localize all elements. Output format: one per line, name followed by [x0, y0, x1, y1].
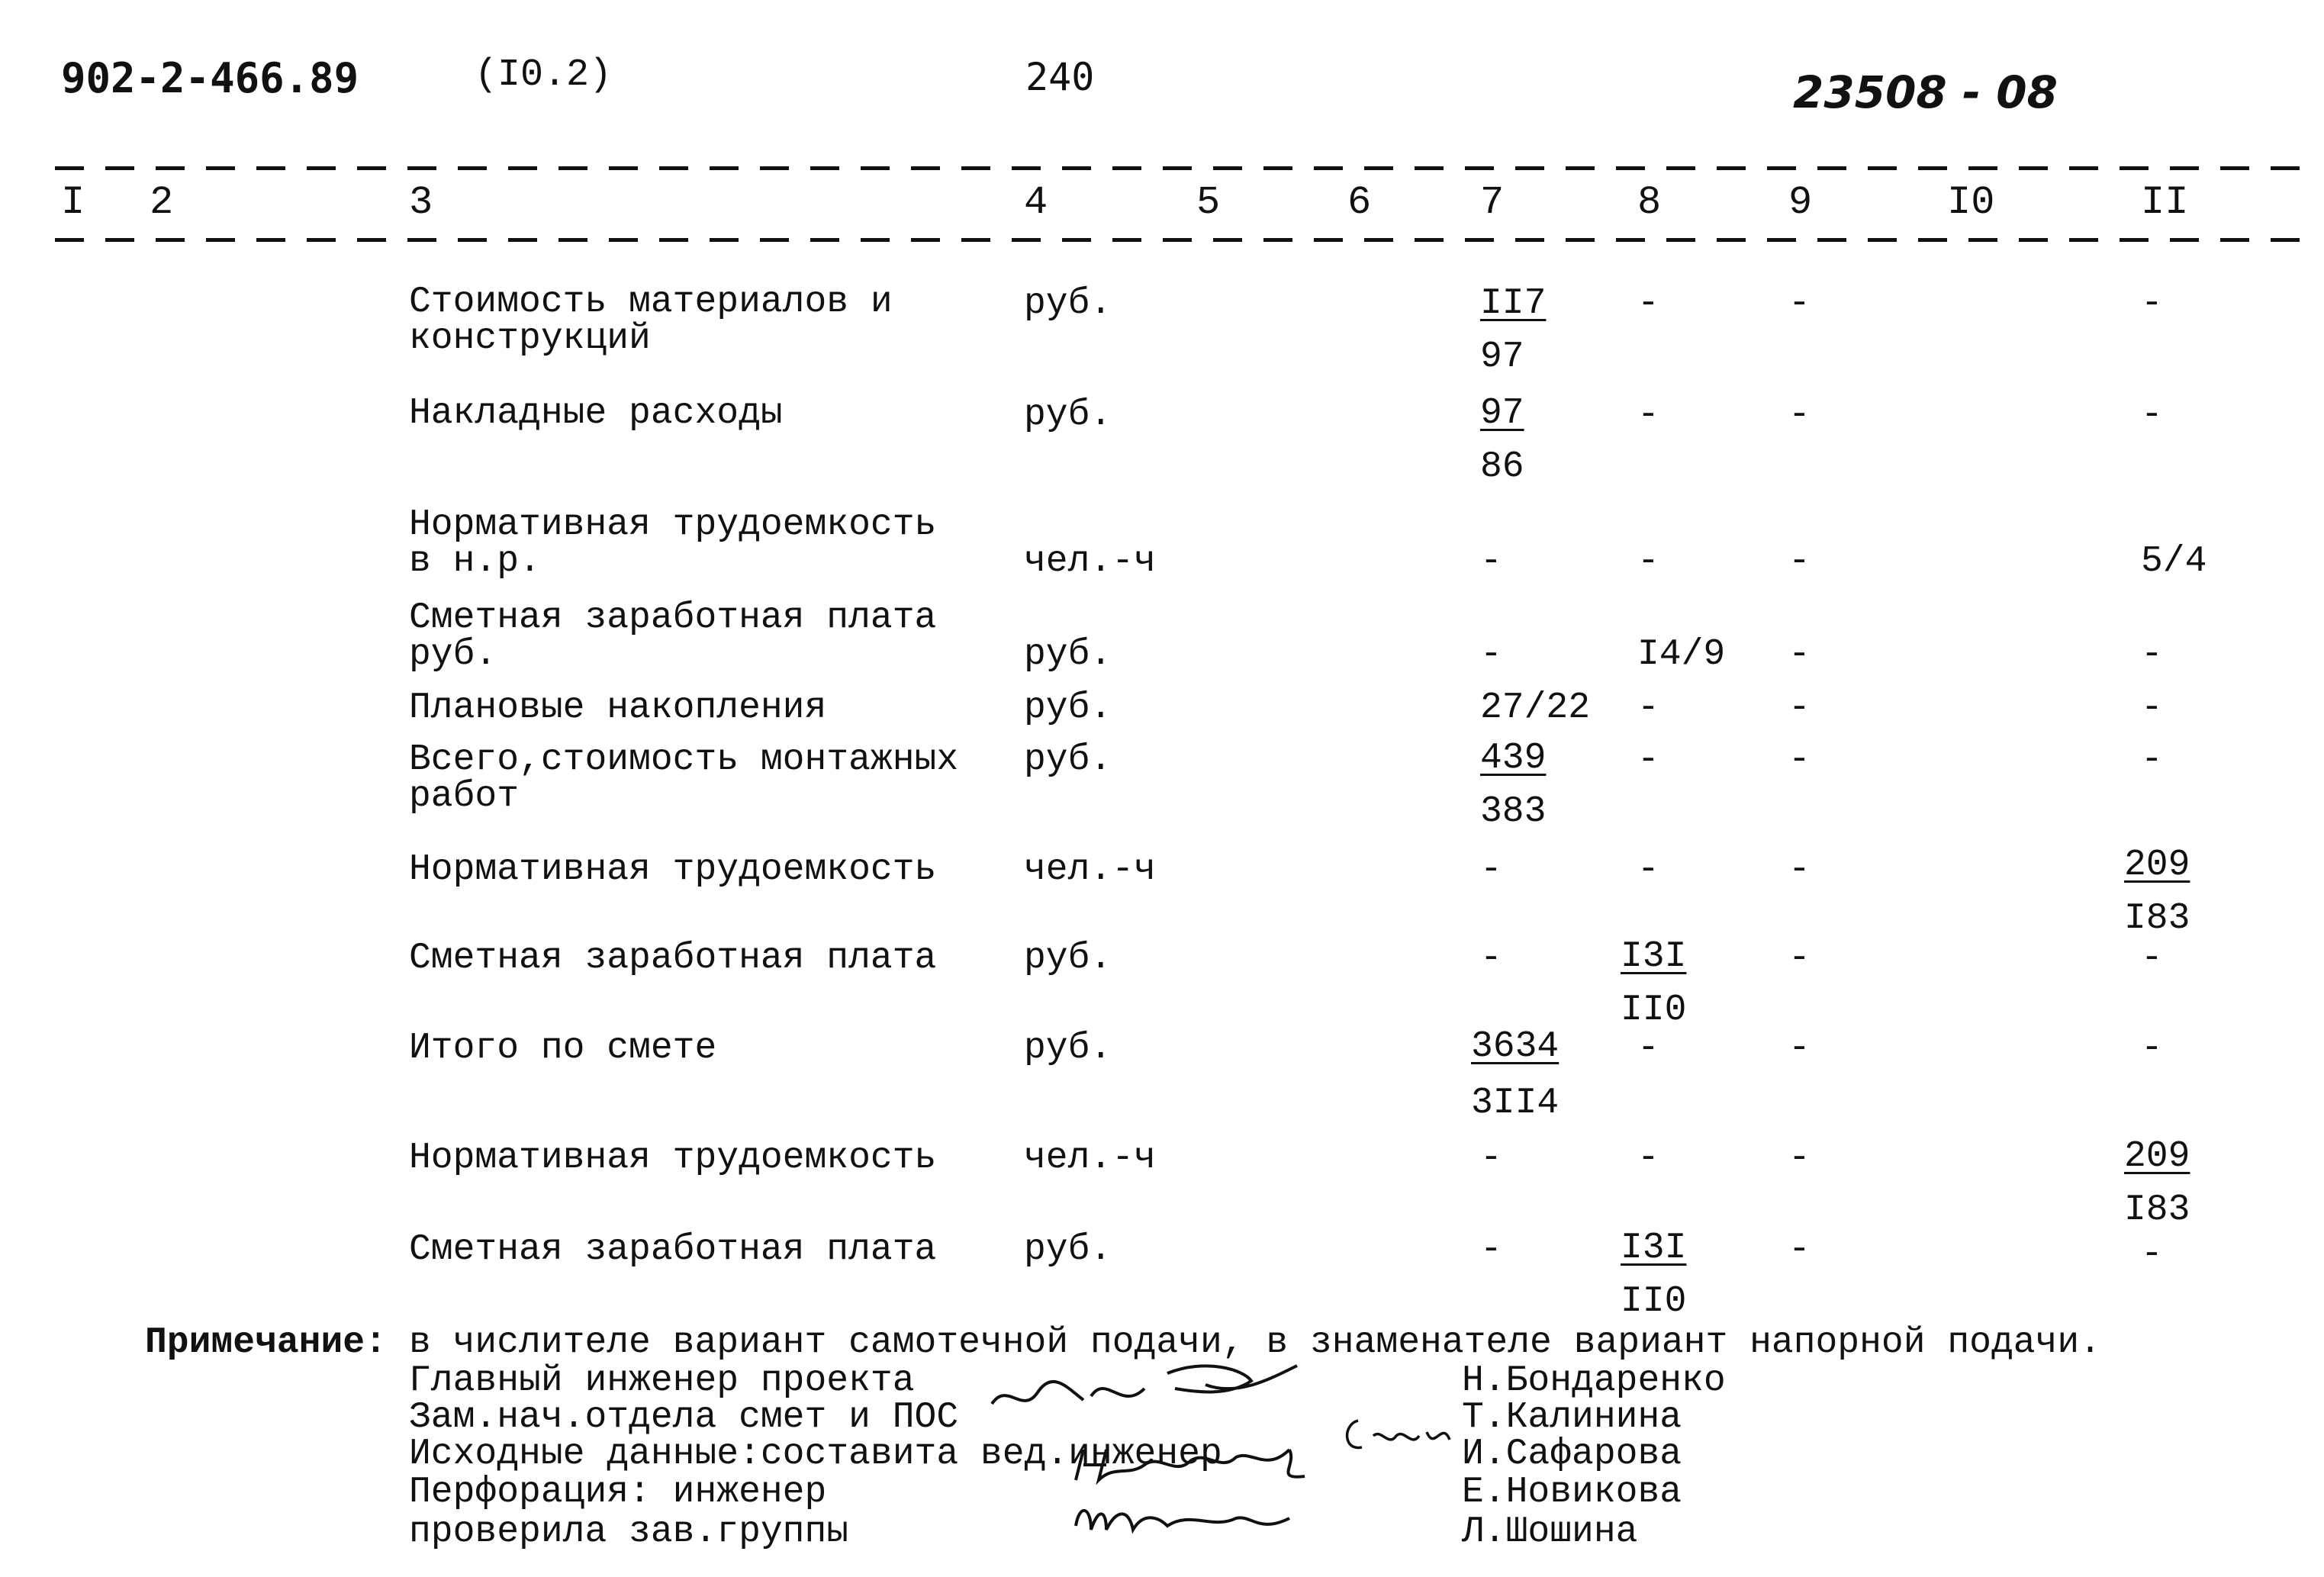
- inventory-number: 23508 - 08: [1793, 66, 2058, 118]
- column-header: 8: [1637, 180, 1662, 225]
- document-code: 902-2-466.89: [61, 54, 359, 102]
- col8-numerator: I3I: [1621, 936, 1687, 977]
- col7-denominator: 3II4: [1471, 1083, 1560, 1124]
- col8-denominator: II0: [1621, 1281, 1687, 1322]
- col9-value: -: [1788, 739, 1811, 780]
- header-dashed-rule: [55, 238, 2306, 242]
- col9-value: -: [1788, 541, 1811, 582]
- col7-numerator: 439: [1480, 738, 1547, 779]
- col11-value: -: [2141, 739, 2163, 780]
- col7-denominator: 86: [1480, 446, 1524, 488]
- row-label: Накладные расходы: [409, 393, 783, 434]
- col9-value: -: [1788, 1229, 1811, 1270]
- note-text: в числителе вариант самотечной подачи, в знаменателе вариант напорной подачи.: [409, 1322, 2101, 1363]
- row-unit: руб.: [1024, 739, 1112, 780]
- column-header: 5: [1196, 180, 1221, 225]
- row-unit: руб.: [1024, 394, 1112, 436]
- row-unit: чел.-ч: [1024, 541, 1156, 582]
- top-dashed-rule: [55, 166, 2306, 170]
- col8-value: -: [1637, 283, 1659, 324]
- signatory-name: Н.Бондаренко: [1462, 1360, 1726, 1402]
- row-label: Сметная заработная плата: [409, 938, 937, 979]
- column-header: 7: [1480, 180, 1505, 225]
- col11-value: -: [2141, 1234, 2163, 1275]
- col8-numerator: I3I: [1621, 1228, 1687, 1269]
- col11-denominator: I83: [2124, 898, 2190, 939]
- signature-novikova-shoshina: [1061, 1434, 1350, 1549]
- col9-value: -: [1788, 849, 1811, 890]
- col8-value: I4/9: [1637, 634, 1726, 675]
- col8-value: -: [1637, 849, 1659, 890]
- col11-value: -: [2141, 687, 2163, 729]
- col7-numerator: 3634: [1471, 1026, 1560, 1067]
- col11-numerator: 209: [2124, 1136, 2190, 1177]
- col9-value: -: [1788, 1138, 1811, 1179]
- column-header: II: [2141, 180, 2189, 225]
- col11-numerator: 209: [2124, 845, 2190, 886]
- col9-value: -: [1788, 394, 1811, 436]
- signatory-role: Зам.нач.отдела смет и ПОС: [409, 1397, 959, 1438]
- row-unit: руб.: [1024, 1028, 1112, 1069]
- col7-denominator: 383: [1480, 791, 1547, 832]
- signatory-role: Перфорация: инженер: [409, 1472, 827, 1513]
- col9-value: -: [1788, 687, 1811, 729]
- column-header: 6: [1347, 180, 1372, 225]
- column-header: I: [61, 180, 85, 225]
- note-label: Примечание:: [145, 1322, 387, 1363]
- signatory-role: проверила зав.группы: [409, 1511, 849, 1553]
- column-header: 3: [409, 180, 433, 225]
- row-label: Нормативная трудоемкость: [409, 849, 937, 890]
- row-unit: чел.-ч: [1024, 849, 1156, 890]
- col11-value: -: [2141, 938, 2163, 979]
- row-unit: руб.: [1024, 283, 1112, 324]
- signatory-name: И.Сафарова: [1462, 1434, 1682, 1475]
- col9-value: -: [1788, 1028, 1811, 1069]
- row-label: Сметная заработная плата руб.: [409, 597, 937, 675]
- col11-denominator: I83: [2124, 1189, 2190, 1231]
- col7-value: -: [1480, 938, 1502, 979]
- col7-value: -: [1480, 541, 1502, 582]
- col7-numerator: II7: [1480, 283, 1547, 324]
- col11-value: 5/4: [2141, 541, 2207, 582]
- column-header: 9: [1788, 180, 1813, 225]
- col8-denominator: II0: [1621, 990, 1687, 1031]
- signatory-name: Л.Шошина: [1462, 1511, 1638, 1553]
- col7-value: -: [1480, 1229, 1502, 1270]
- col8-value: -: [1637, 687, 1659, 729]
- signatory-role: Исходные данные:составита вед.инженер: [409, 1434, 1222, 1475]
- col8-value: -: [1637, 1138, 1659, 1179]
- row-label: Плановые накопления: [409, 687, 827, 729]
- col11-value: -: [2141, 283, 2163, 324]
- page-number: 240: [1025, 55, 1095, 99]
- row-label: Стоимость материалов и конструкций: [409, 282, 893, 359]
- column-header: 2: [150, 180, 174, 225]
- col11-value: -: [2141, 634, 2163, 675]
- row-unit: руб.: [1024, 687, 1112, 729]
- row-unit: руб.: [1024, 938, 1112, 979]
- row-label: Сметная заработная плата: [409, 1229, 937, 1270]
- signature-bondarenko: [977, 1350, 1328, 1427]
- col7-value: -: [1480, 849, 1502, 890]
- signatory-name: Е.Новикова: [1462, 1472, 1682, 1513]
- row-label: Всего,стоимость монтажных работ: [409, 739, 959, 817]
- column-header: 4: [1024, 180, 1048, 225]
- col7-numerator: 97: [1480, 393, 1524, 434]
- col7-value: -: [1480, 1138, 1502, 1179]
- signatory-role: Главный инженер проекта: [409, 1360, 915, 1402]
- col8-value: -: [1637, 1028, 1659, 1069]
- row-unit: руб.: [1024, 634, 1112, 675]
- col8-value: -: [1637, 394, 1659, 436]
- col8-value: -: [1637, 541, 1659, 582]
- signatory-name: Т.Калинина: [1462, 1397, 1682, 1438]
- column-header: I0: [1947, 180, 1995, 225]
- col9-value: -: [1788, 634, 1811, 675]
- col8-value: -: [1637, 739, 1659, 780]
- col7-value: -: [1480, 634, 1502, 675]
- row-label: Итого по смете: [409, 1028, 717, 1069]
- col11-value: -: [2141, 394, 2163, 436]
- section-number: (I0.2): [475, 53, 613, 97]
- row-label: Нормативная трудоемкость в н.р.: [409, 504, 937, 582]
- row-unit: чел.-ч: [1024, 1138, 1156, 1179]
- col11-value: -: [2141, 1028, 2163, 1069]
- col7-denominator: 97: [1480, 336, 1524, 378]
- row-label: Нормативная трудоемкость: [409, 1138, 937, 1179]
- col7-value: 27/22: [1480, 687, 1591, 729]
- col9-value: -: [1788, 283, 1811, 324]
- col9-value: -: [1788, 938, 1811, 979]
- row-unit: руб.: [1024, 1229, 1112, 1270]
